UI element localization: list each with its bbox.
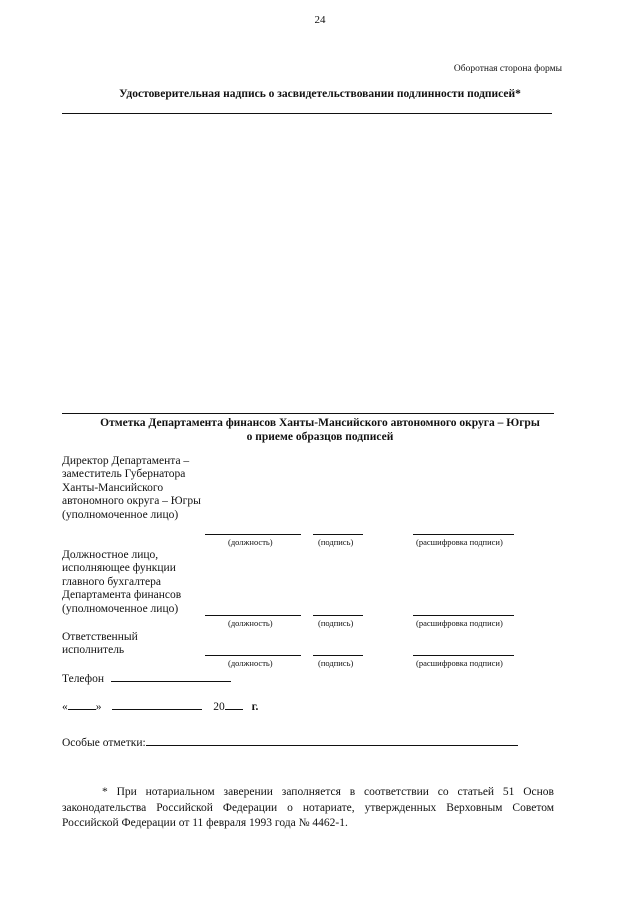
page-number: 24 (314, 14, 326, 26)
signatory-1-role: Директор Департамента – заместитель Губернатора Ханты-Мансийского автономного округа – Югры (уполномоченное лицо) (62, 455, 201, 521)
date-open-quote: « (62, 701, 68, 713)
date-day-field[interactable] (68, 699, 96, 710)
signatory-1-position-caption: (должность) (228, 537, 273, 547)
signatory-3-position-caption: (должность) (228, 658, 273, 668)
phone-row (62, 671, 231, 685)
date-row (62, 699, 258, 713)
signatory-1-signature-line[interactable] (313, 534, 363, 535)
signatory-3-decryption-caption: (расшифровка подписи) (416, 658, 503, 668)
certification-underline (62, 113, 552, 114)
signatory-2-role: Должностное лицо, исполняющее функции главного бухгалтера Департамента финансов (уполномоченное лицо) (62, 549, 182, 615)
signatory-3-role: Ответственный исполнитель (62, 631, 138, 657)
date-month-field[interactable] (112, 699, 202, 710)
footnote-text: * При нотариальном заверении заполняется в соответствии со статьей 51 Основ законодательства Российской Федерации о нотариате, утвержденных Верховным Советом Российской Федерации от 11 февраля 1993 года № 4462-1. (62, 786, 554, 829)
signatory-2-position-line[interactable] (205, 615, 301, 616)
signatory-3-signature-caption: (подпись) (318, 658, 354, 668)
department-mark-title (0, 416, 640, 444)
phone-label: Телефон (62, 673, 105, 685)
special-notes-label: Особые отметки: (62, 737, 146, 749)
signatory-1-decryption-line[interactable] (413, 534, 514, 535)
signatory-2-decryption-line[interactable] (413, 615, 514, 616)
date-year-field[interactable] (225, 699, 243, 710)
signatory-3-position-line[interactable] (205, 655, 301, 656)
signatory-3-decryption-line[interactable] (413, 655, 514, 656)
section-divider (62, 413, 554, 414)
signatory-1-decryption-caption: (расшифровка подписи) (416, 537, 503, 547)
date-year-suffix: г. (251, 701, 259, 713)
footnote (62, 785, 554, 832)
signatory-2-decryption-caption: (расшифровка подписи) (416, 618, 503, 628)
department-mark-title-line1: Отметка Департамента финансов Ханты-Мансийского автономного округа – Югры (100, 417, 540, 429)
signatory-1-signature-caption: (подпись) (318, 537, 354, 547)
date-close-quote: » (95, 701, 102, 713)
special-notes-field[interactable] (146, 735, 518, 746)
special-notes-row (62, 735, 518, 749)
signatory-3-signature-line[interactable] (313, 655, 363, 656)
signatory-1-position-line[interactable] (205, 534, 301, 535)
department-mark-title-line2: о приеме образцов подписей (246, 431, 394, 443)
phone-field[interactable] (111, 671, 231, 682)
reverse-side-note: Оборотная сторона формы (453, 64, 562, 74)
signatory-2-position-caption: (должность) (228, 618, 273, 628)
certification-title: Удостоверительная надпись о засвидетельствовании подлинности подписей* (119, 88, 521, 100)
signatory-2-signature-line[interactable] (313, 615, 363, 616)
date-year-prefix: 20 (213, 701, 225, 713)
signatory-2-signature-caption: (подпись) (318, 618, 354, 628)
